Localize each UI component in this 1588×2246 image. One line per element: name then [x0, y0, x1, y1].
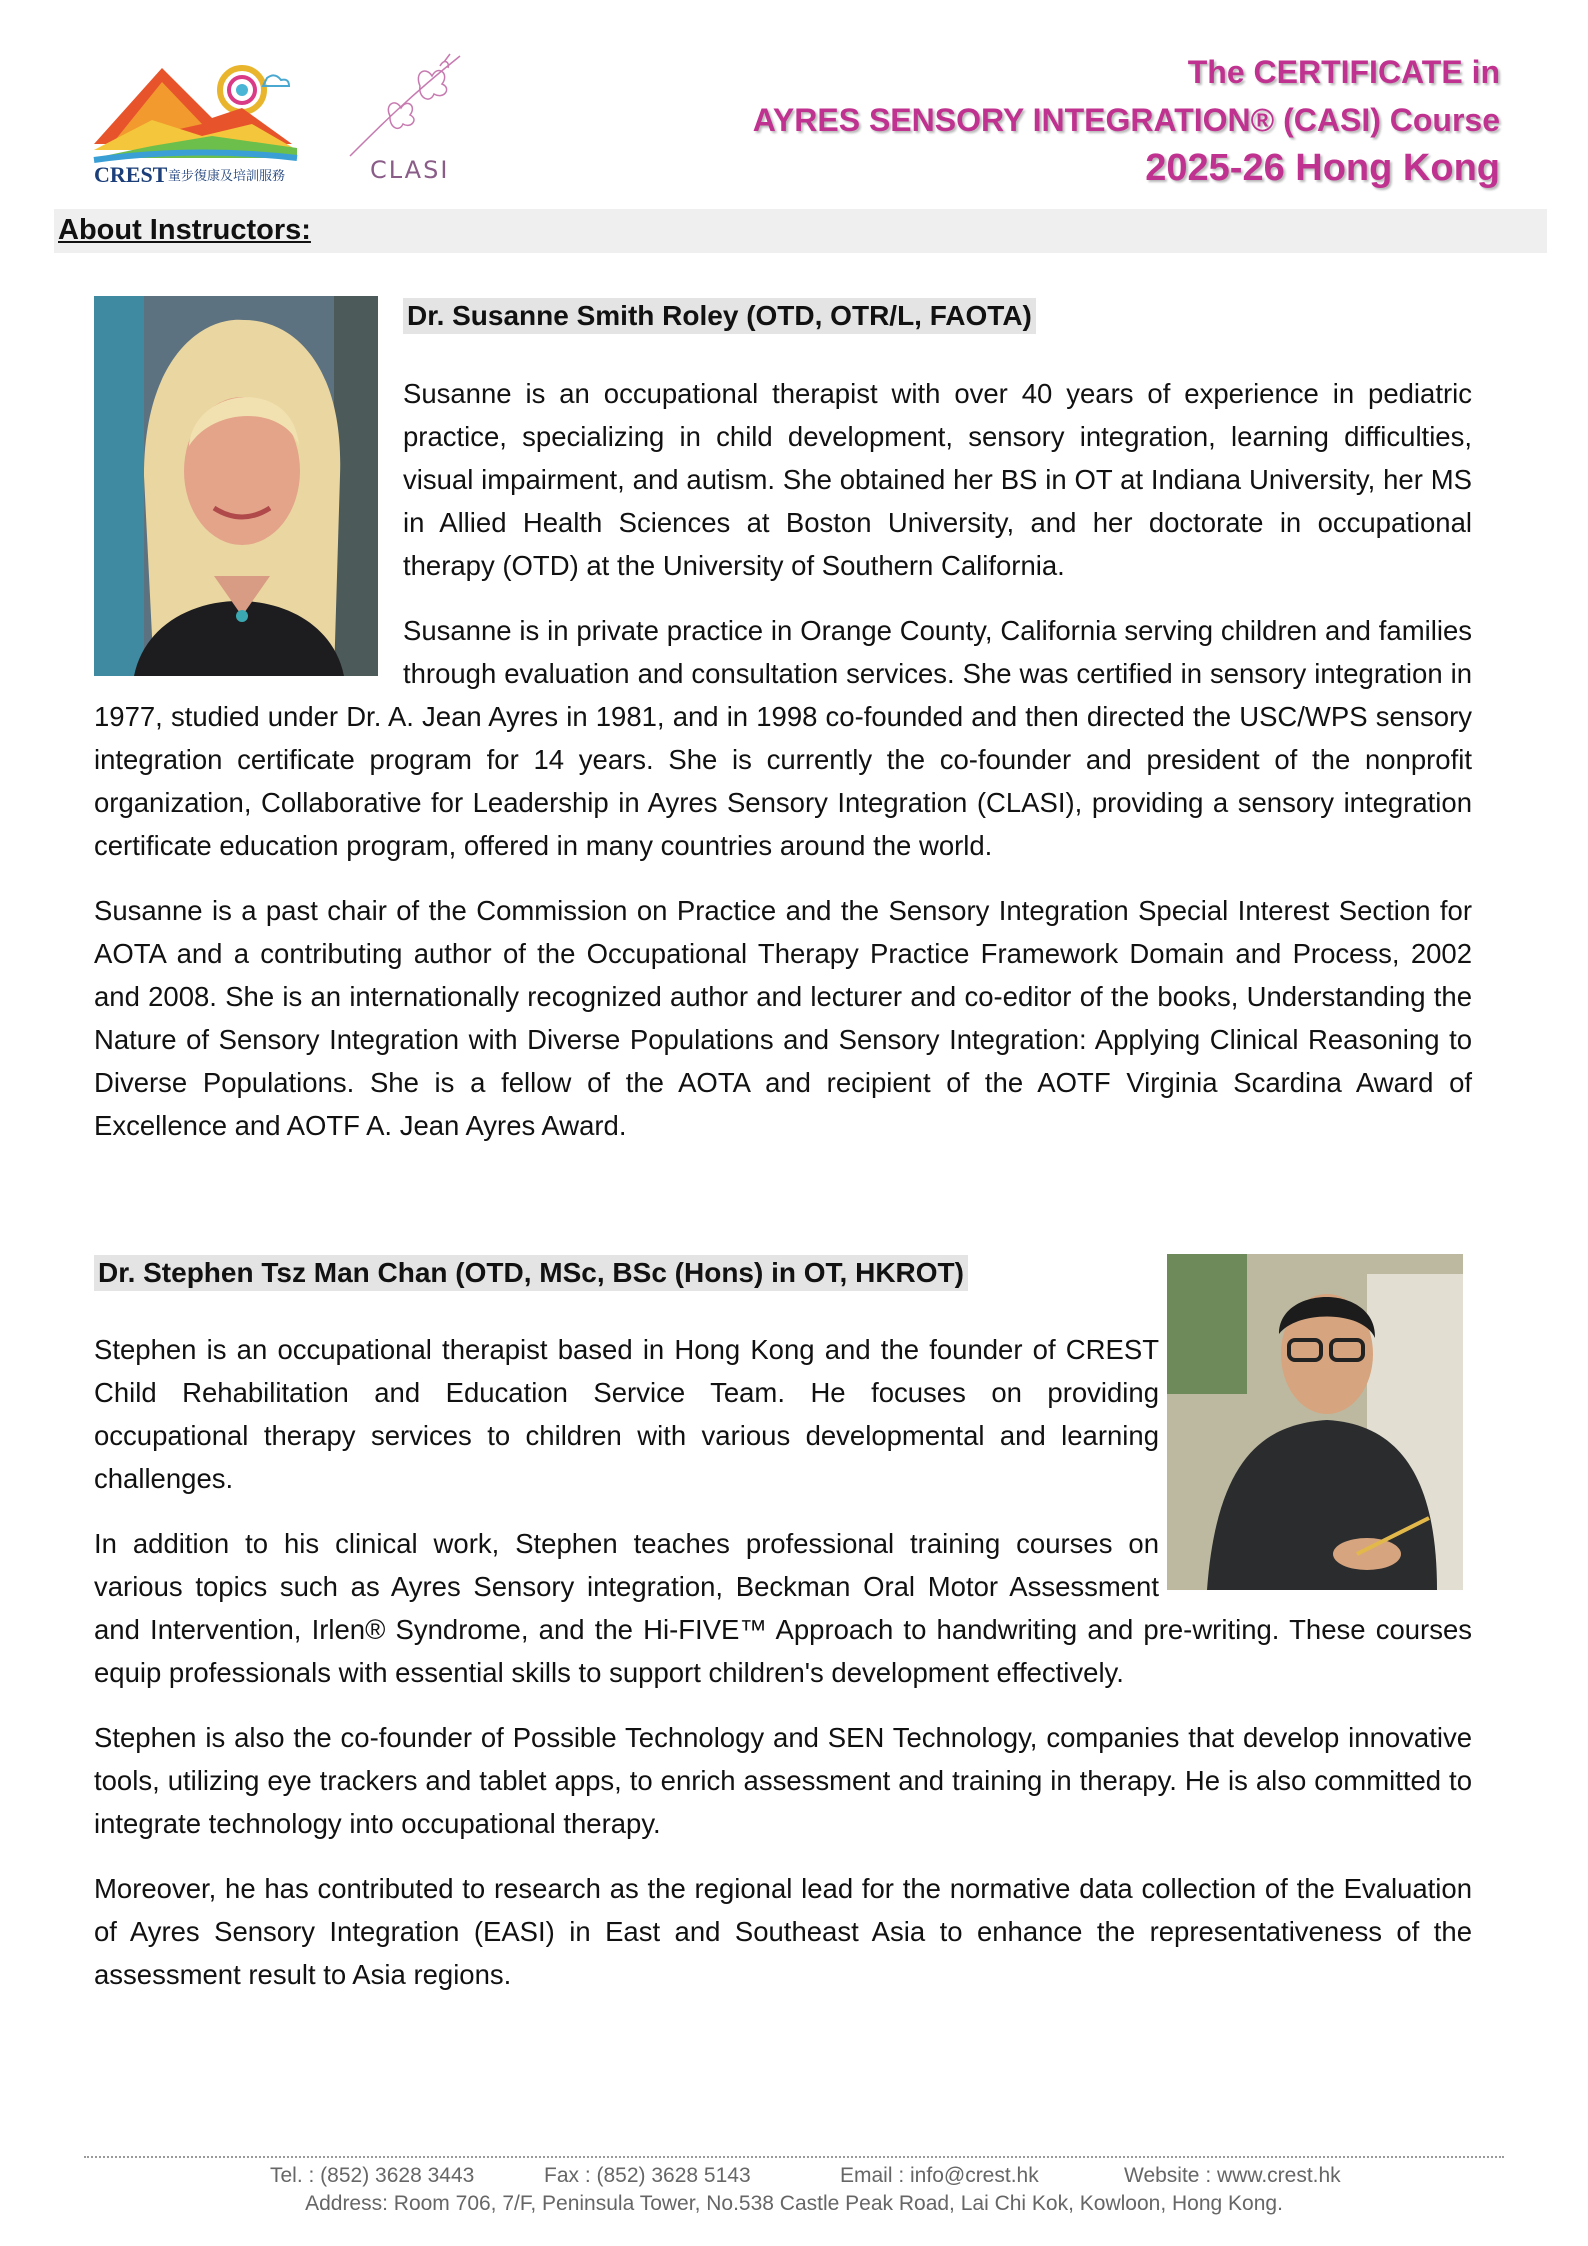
crest-logo-text: CREST: [94, 162, 168, 187]
footer-email: Email : info@crest.hk: [840, 2164, 1039, 2187]
instructor-bio-chan: [94, 1328, 1472, 1996]
footer-divider: [84, 2156, 1504, 2158]
course-title-line3: 2025-26 Hong Kong: [1145, 147, 1500, 189]
footer-website: Website : www.crest.hk: [1124, 2164, 1341, 2187]
crest-logo-chinese: 童步復康及培訓服務: [168, 169, 286, 184]
bio-paragraph: Susanne is in private practice in Orange County, California serving children and families through evaluation and consultation services. She was certified in sensory integration in 1977, studied under Dr. A. Jean Ayres in 1981, and in 1998 co-founded and then directed the USC/WPS sensory integration certificate program for 14 years. She is currently the co-founder and president of the nonprofit organization, Collaborative for Leadership in Ayres Sensory Integration (CLASI), providing a sensory integration certificate education program, offered in many countries around the world.: [94, 615, 1472, 861]
footer-address: Address: Room 706, 7/F, Peninsula Tower, No.538 Castle Peak Road, Lai Chi Kok, Kowloon, Hong Kong.: [305, 2192, 1283, 2215]
bio-paragraph: Susanne is an occupational therapist with over 40 years of experience in pediatric practice, specializing in child development, sensory integration, learning difficulties, visual impairment, and autism. She obtained her BS in OT at Indiana University, her MS in Allied Health Sciences at Boston University, and her doctorate in occupational therapy (OTD) at the University of Southern California.: [403, 378, 1472, 581]
instructor-name-chan: Dr. Stephen Tsz Man Chan (OTD, MSc, BSc (Hons) in OT, HKROT): [94, 1255, 968, 1291]
course-title: [753, 48, 1500, 192]
instructor-name-roley: Dr. Susanne Smith Roley (OTD, OTR/L, FAOTA): [403, 298, 1036, 334]
instructor-bio-roley: [94, 372, 1472, 1147]
photo-spacer: [94, 372, 403, 672]
bio-paragraph: Susanne is a past chair of the Commission on Practice and the Sensory Integration Special Interest Section for AOTA and a contributing author of the Occupational Therapy Practice Framework Domain and Process, 2002 and 2008. She is an internationally recognized author and lecturer and co-editor of the books, Understanding the Nature of Sensory Integration with Diverse Populations and Sensory Integration: Applying Clinical Reasoning to Diverse Populations. She is a fellow of the AOTA and recipient of the AOTF Virginia Scardina Award of Excellence and AOTF A. Jean Ayres Award.: [94, 895, 1472, 1141]
bio-paragraph: In addition to his clinical work, Stephen teaches professional training courses on various topics such as Ayres Sensory integration, Beckman Oral Motor Assessment and Intervention, Irlen® Syndrome, and the Hi-FIVE™ Approach to handwriting and pre-writing. These courses equip professionals with essential skills to support children's development effectively.: [94, 1528, 1472, 1688]
footer-fax: Fax : (852) 3628 5143: [544, 2164, 751, 2187]
clasi-logo: [330, 46, 480, 186]
bio-paragraph: Stephen is an occupational therapist based in Hong Kong and the founder of CREST Child Rehabilitation and Education Service Team. He focuses on providing occupational therapy services to children with various developmental and learning challenges.: [94, 1334, 1159, 1494]
photo-spacer: [1159, 1328, 1472, 1592]
section-heading: About Instructors:: [58, 214, 311, 246]
clasi-logo-text: CLASI: [370, 156, 450, 184]
course-title-line2: AYRES SENSORY INTEGRATION® (CASI) Course: [752, 102, 1500, 138]
footer-tel: Tel. : (852) 3628 3443: [270, 2164, 475, 2187]
bio-paragraph: Moreover, he has contributed to research as the regional lead for the normative data collection of the Evaluation of Ayres Sensory Integration (EASI) in East and Southeast Asia to enhance the representativeness of the assessment result to Asia regions.: [94, 1873, 1472, 1990]
bio-paragraph: Stephen is also the co-founder of Possible Technology and SEN Technology, companies that develop innovative tools, utilizing eye trackers and tablet apps, to enrich assessment and training in therapy. He is also committed to integrate technology into occupational therapy.: [94, 1722, 1472, 1839]
course-title-line1: The CERTIFICATE in: [1187, 54, 1500, 90]
crest-logo: [92, 58, 322, 188]
